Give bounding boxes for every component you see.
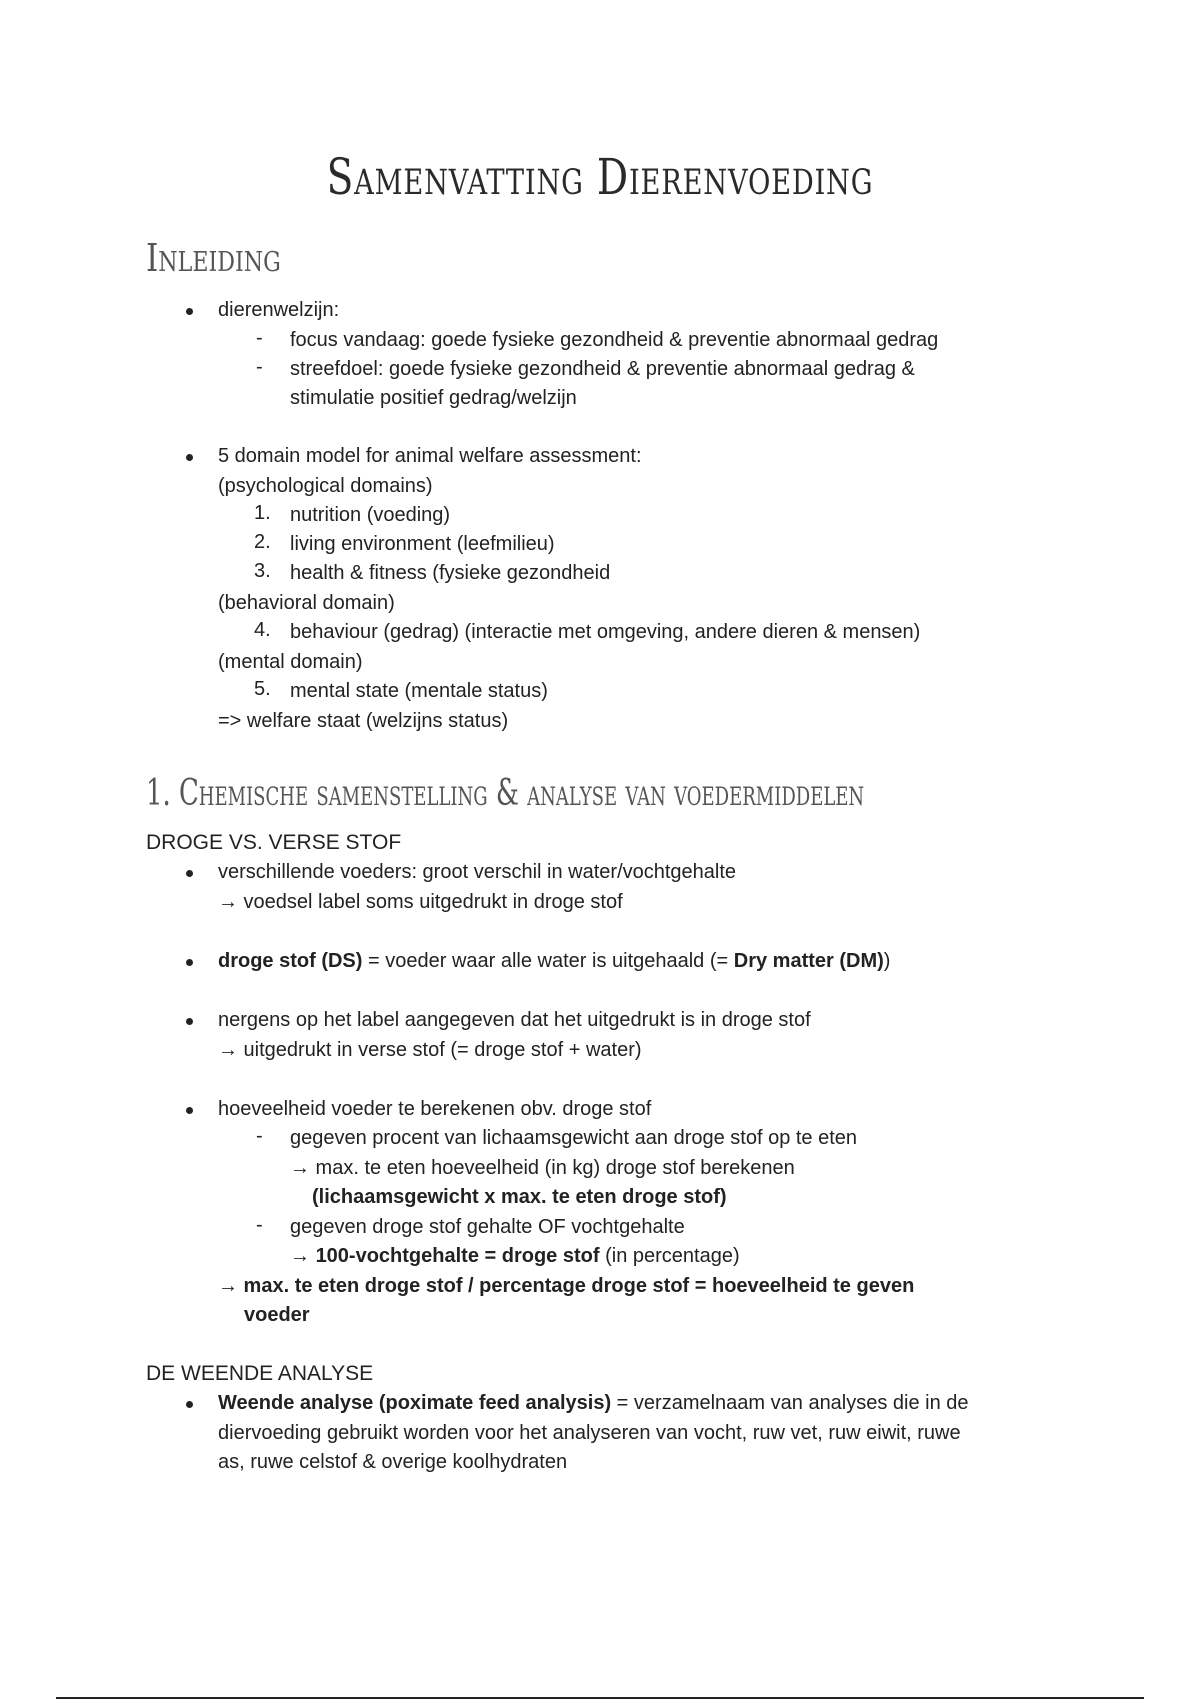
bullet-icon [186, 308, 193, 315]
model-item-4: behaviour (gedrag) (interactie met omgeving, andere dieren & mensen) [290, 621, 921, 643]
weende-line-3: as, ruwe celstof & overige koolhydraten [218, 1451, 568, 1473]
dash-icon: - [256, 327, 263, 349]
weende-line-1 [218, 1390, 969, 1416]
droge-d2b-end: (in percentage) [599, 1245, 740, 1267]
bullet-icon [186, 1107, 193, 1114]
droge-d2: gegeven droge stof gehalte OF vochtgehalte [290, 1216, 685, 1238]
droge-conclusion-1: → max. te eten droge stof / percentage droge stof = hoeveelheid te geven [218, 1275, 915, 1297]
welzijn-item-2: streefdoel: goede fysieke gezondheid & preventie abnormaal gedrag & [290, 358, 915, 380]
dash-icon: - [256, 1214, 263, 1236]
heading-chemie: 1. Chemische samenstelling & analyse van voedermiddelen [146, 773, 865, 814]
droge-d1: gegeven procent van lichaamsgewicht aan droge stof op te eten [290, 1127, 858, 1149]
droge-b2 [218, 948, 890, 974]
droge-b3b: → uitgedrukt in verse stof (= droge stof + water) [218, 1039, 642, 1061]
model-mental: (mental domain) [218, 651, 363, 673]
list-number: 1. [254, 502, 271, 524]
model-label: 5 domain model for animal welfare assessment: [218, 445, 642, 467]
subheading-droge-stof: DROGE VS. VERSE STOF [146, 831, 402, 854]
bullet-icon [186, 454, 193, 461]
welzijn-item-2-cont: stimulatie positief gedrag/welzijn [290, 387, 577, 409]
list-number: 2. [254, 531, 271, 553]
bullet-icon [186, 870, 193, 877]
dash-icon: - [256, 356, 263, 378]
droge-b2-mid: = voeder waar alle water is uitgehaald (= [362, 950, 734, 972]
page-title: Samenvatting Dierenvoeding [326, 148, 874, 206]
droge-b2-end: ) [883, 950, 891, 972]
model-behav: (behavioral domain) [218, 592, 395, 614]
weende-l1: = verzamelnaam van analyses die in de [611, 1392, 969, 1414]
welzijn-label: dierenwelzijn: [218, 299, 340, 321]
bullet-icon [186, 1018, 193, 1025]
list-number: 3. [254, 560, 271, 582]
droge-d1c: (lichaamsgewicht x max. te eten droge stof) [312, 1186, 727, 1208]
model-item-2: living environment (leefmilieu) [290, 533, 555, 555]
droge-d1b: → max. te eten hoeveelheid (in kg) droge stof berekenen [290, 1157, 795, 1179]
model-item-1: nutrition (voeding) [290, 504, 451, 526]
droge-d2b [290, 1243, 740, 1269]
droge-conclusion-2: voeder [244, 1304, 310, 1326]
model-psych: (psychological domains) [218, 475, 433, 497]
list-number: 5. [254, 678, 271, 700]
bullet-icon [186, 959, 193, 966]
droge-b1a: verschillende voeders: groot verschil in water/vochtgehalte [218, 861, 737, 883]
bullet-icon [186, 1401, 193, 1408]
droge-b2-bold: droge stof (DS) [218, 950, 363, 972]
arrow-icon: → [290, 1245, 316, 1267]
droge-b3a: nergens op het label aangegeven dat het uitgedrukt is in droge stof [218, 1009, 811, 1031]
bottom-rule [56, 1697, 1144, 1699]
model-item-5: mental state (mentale status) [290, 680, 548, 702]
welzijn-item-1: focus vandaag: goede fysieke gezondheid & preventie abnormaal gedrag [290, 329, 939, 351]
droge-b2-bold2: Dry matter (DM) [733, 950, 884, 972]
heading-inleiding: Inleiding [146, 236, 281, 280]
model-item-3: health & fitness (fysieke gezondheid [290, 562, 611, 584]
droge-b1b: → voedsel label soms uitgedrukt in droge stof [218, 891, 623, 913]
model-result: => welfare staat (welzijns status) [218, 710, 509, 732]
weende-line-2: diervoeding gebruikt worden voor het analyseren van vocht, ruw vet, ruw eiwit, ruwe [218, 1422, 961, 1444]
droge-d2b-bold: 100-vochtgehalte = droge stof [315, 1245, 600, 1267]
subheading-weende: DE WEENDE ANALYSE [146, 1362, 374, 1385]
dash-icon: - [256, 1125, 263, 1147]
droge-b4: hoeveelheid voeder te berekenen obv. droge stof [218, 1098, 652, 1120]
list-number: 4. [254, 619, 271, 641]
weende-bold: Weende analyse (poximate feed analysis) [218, 1392, 612, 1414]
